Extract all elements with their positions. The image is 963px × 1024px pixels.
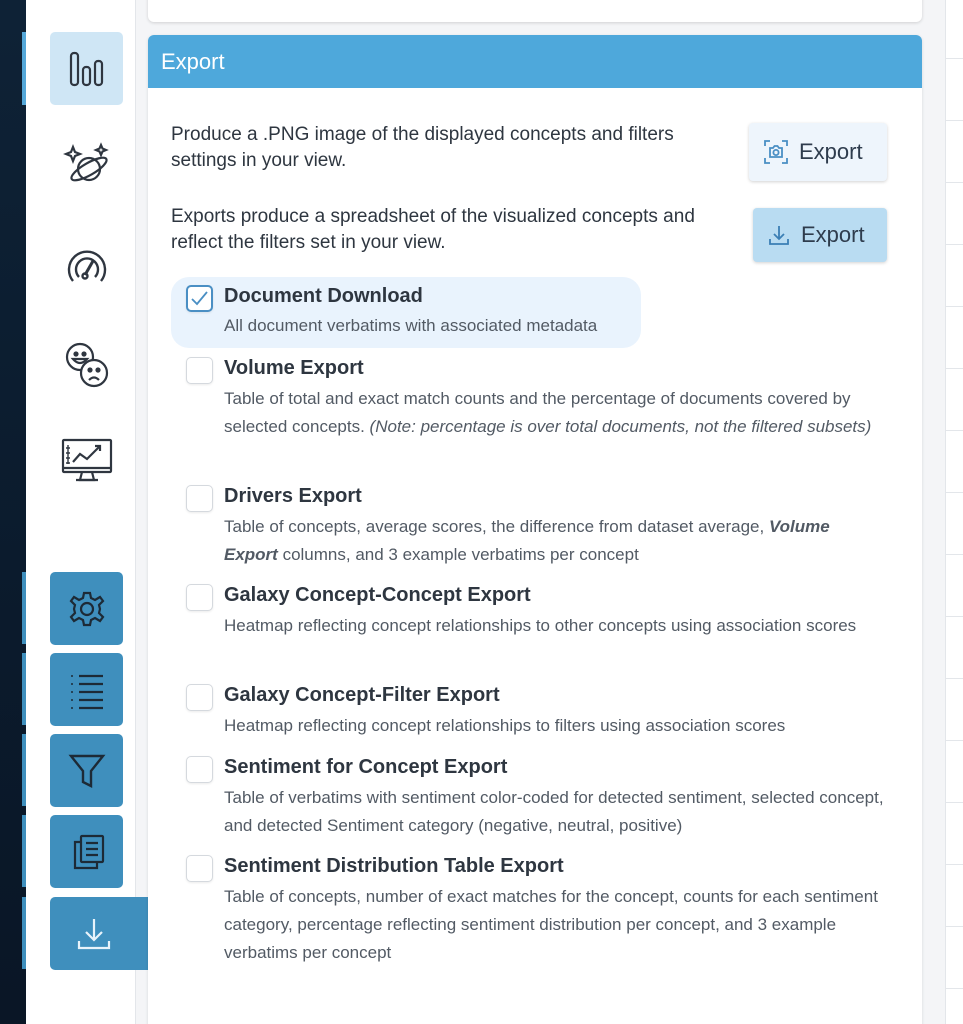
option-title: Sentiment Distribution Table Export xyxy=(224,855,564,877)
bar-chart-icon xyxy=(65,47,109,91)
option-galaxy-concept-concept[interactable] xyxy=(171,580,891,670)
png-export-label: Export xyxy=(799,139,863,164)
documents-icon xyxy=(67,832,107,872)
sheet-export-label: Export xyxy=(801,222,865,247)
option-note: (Note: percentage is over total documents, not the filtered subsets) xyxy=(369,417,872,436)
option-title: Drivers Export xyxy=(224,485,362,507)
gear-icon xyxy=(67,589,107,629)
gauge-icon xyxy=(63,243,111,291)
export-panel-button[interactable] xyxy=(50,897,148,970)
visualization-button[interactable] xyxy=(50,32,123,105)
galaxy-concept-filter-checkbox[interactable] xyxy=(186,684,213,711)
filter-icon xyxy=(67,751,107,791)
right-scroll-strip xyxy=(945,0,963,1024)
export-panel xyxy=(148,35,922,1024)
drivers-export-checkbox[interactable] xyxy=(186,485,213,512)
previous-card xyxy=(148,0,922,22)
filter-button[interactable] xyxy=(50,734,123,807)
sentiment-button[interactable] xyxy=(50,328,123,401)
option-description: Heatmap reflecting concept relationships to other concepts using association scores xyxy=(224,616,857,635)
panel-title: Export xyxy=(161,48,225,74)
monitor-chart-icon xyxy=(60,436,114,488)
checkmark-icon xyxy=(188,287,211,310)
option-title: Galaxy Concept-Concept Export xyxy=(224,584,531,606)
option-title: Document Download xyxy=(224,285,423,307)
sheet-description: Exports produce a spreadsheet of the visualized concepts and reflect the filters set in your view. xyxy=(171,206,695,253)
option-document-download[interactable] xyxy=(171,277,641,348)
option-description: Table of concepts, number of exact matches for the concept, counts for each sentiment category, percentage reflecting sentiment distribution per concept, and 3 example verbatims per concept xyxy=(224,887,878,962)
option-galaxy-concept-filter[interactable] xyxy=(171,680,891,745)
sentiment-faces-icon xyxy=(61,339,113,391)
option-description: Heatmap reflecting concept relationships to filters using association scores xyxy=(224,716,786,735)
option-description: All document verbatims with associated metadata xyxy=(224,316,598,335)
option-description: Table of verbatims with sentiment color-coded for detected sentiment, selected concept, and detected Sentiment category (negative, neutral, positive) xyxy=(224,788,884,835)
camera-icon xyxy=(763,139,789,165)
download-icon xyxy=(767,223,791,247)
galaxy-concept-concept-checkbox[interactable] xyxy=(186,584,213,611)
option-drivers-export[interactable] xyxy=(171,481,891,571)
volume-export-reference: Volume Export xyxy=(224,517,830,564)
list-icon xyxy=(67,670,107,710)
gauge-button[interactable] xyxy=(50,230,123,303)
document-download-checkbox[interactable] xyxy=(186,285,213,312)
galaxy-button[interactable] xyxy=(50,128,123,201)
documents-button[interactable] xyxy=(50,815,123,888)
png-description: Produce a .PNG image of the displayed concepts and filters settings in your view. xyxy=(171,124,674,171)
volume-export-checkbox[interactable] xyxy=(186,357,213,384)
option-description: Table of total and exact match counts and the percentage of documents covered by selected concepts. (Note: percentage is over total documents, not the filtered subsets) xyxy=(224,389,872,436)
sentiment-distribution-checkbox[interactable] xyxy=(186,855,213,882)
option-title: Volume Export xyxy=(224,357,364,379)
png-export-button[interactable] xyxy=(749,123,887,181)
download-icon xyxy=(74,914,114,954)
option-title: Sentiment for Concept Export xyxy=(224,756,508,778)
list-button[interactable] xyxy=(50,653,123,726)
settings-button[interactable] xyxy=(50,572,123,645)
option-sentiment-for-concept[interactable] xyxy=(171,752,891,842)
panel-header xyxy=(148,35,922,88)
galaxy-icon xyxy=(63,141,111,189)
option-description: Table of concepts, average scores, the difference from dataset average, Volume Export columns, and 3 example verbatims per concept xyxy=(224,517,830,564)
sheet-export-button[interactable] xyxy=(753,208,887,262)
option-volume-export[interactable] xyxy=(171,353,891,468)
option-sentiment-distribution[interactable] xyxy=(171,851,891,971)
sentiment-for-concept-checkbox[interactable] xyxy=(186,756,213,783)
option-title: Galaxy Concept-Filter Export xyxy=(224,684,500,706)
trends-button[interactable] xyxy=(50,425,123,498)
